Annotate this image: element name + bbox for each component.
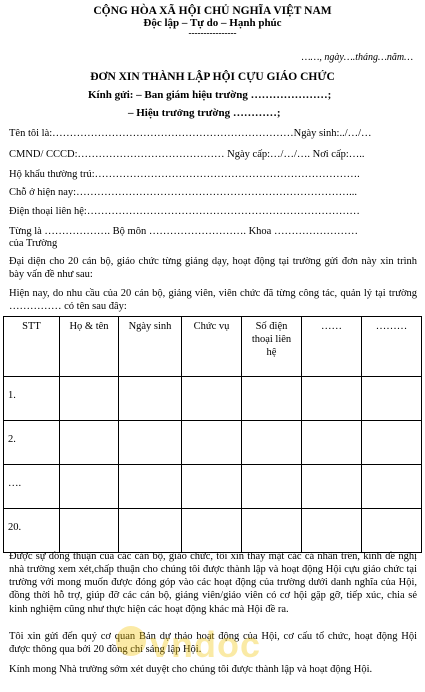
row-number: 1. bbox=[4, 377, 60, 421]
field-work-cont: của Trường bbox=[9, 238, 58, 249]
watermark: vndoc bbox=[150, 624, 262, 665]
table-row bbox=[4, 377, 422, 421]
row-number: …. bbox=[4, 465, 60, 509]
col-header-position: Chức vụ bbox=[182, 317, 242, 377]
nation-heading: CỘNG HÒA XÃ HỘI CHỦ NGHĨA VIỆT NAM bbox=[93, 5, 332, 17]
date-line: ……, ngày….tháng…năm… bbox=[301, 52, 413, 63]
table-row bbox=[4, 509, 422, 553]
col-header-phone: Số điện thoại liên hệ bbox=[242, 317, 302, 377]
col-header-name: Họ & tên bbox=[60, 317, 119, 377]
col-header-stt: STT bbox=[4, 317, 60, 377]
table-row bbox=[4, 465, 422, 509]
row-number: 20. bbox=[4, 509, 60, 553]
field-household: Hộ khẩu thường trú:…………………………………………………………………. bbox=[9, 169, 360, 180]
table-row bbox=[4, 421, 422, 465]
recipient-line-1: Kính gửi: – Ban giám hiệu trường …………………; bbox=[88, 89, 332, 101]
paragraph-intro: Đại diện cho 20 cán bộ, giáo chức từng giảng dạy, hoạt động tại trường gửi đơn này xin trình bày vấn đề như sau: bbox=[9, 256, 417, 281]
watermark-logo-icon bbox=[116, 626, 146, 656]
field-phone: Điện thoại liên hệ:…………………………………………………………………… bbox=[9, 206, 360, 217]
member-table bbox=[3, 316, 422, 553]
document-title: ĐƠN XIN THÀNH LẬP HỘI CỰU GIÁO CHỨC bbox=[90, 71, 335, 83]
paragraph-request: Được sự đồng thuận của các cán bộ, giáo chức, tôi xin thay mặt các cá nhân trên, kính đề nghị nhà trường xem xét,chấp thuận cho chúng tôi được thành lập và hoạt động Hội cựu giáo chức tại trường với mong muốn được đóng góp vào các hoạt động của trường dưới danh nghĩa của Hội, đồng thời hỗ trợ, giúp đỡ các cán bộ, giảng viên/giáo viên có cơ hội gặp gỡ, tiếp xúc, chia sẻ kinh nghiệm cũng như thực hiện các hoạt động khác mà Hội đề ra. bbox=[9, 551, 417, 615]
row-number: 2. bbox=[4, 421, 60, 465]
paragraph-closing: Kính mong Nhà trường sớm xét duyệt cho chúng tôi được thành lập và hoạt động Hội. bbox=[9, 664, 373, 675]
paragraph-need: Hiện nay, do nhu cầu của 20 cán bộ, giảng viên, viên chức đã từng công tác, quản lý tại trường …………… có tên sau đây: bbox=[9, 288, 417, 313]
motto-divider: ---------------- bbox=[188, 28, 237, 38]
col-header-extra-2: ……… bbox=[362, 317, 422, 377]
field-work: Từng là ………………. Bộ môn ………………………. Khoa …………………… bbox=[9, 226, 358, 237]
table-header-row bbox=[4, 317, 422, 377]
col-header-birthdate: Ngày sinh bbox=[119, 317, 182, 377]
field-id: CMND/ CCCD:…………………………………… Ngày cấp:…/…/…. Nơi cấp:….. bbox=[9, 149, 365, 160]
recipient-line-2: – Hiệu trưởng trường …………; bbox=[128, 107, 281, 119]
field-residence: Chỗ ở hiện nay:……………………………………………………………………... bbox=[9, 187, 357, 198]
col-header-extra-1: …… bbox=[302, 317, 362, 377]
field-name: Tên tôi là:……………………………………………………………Ngày sinh:../…/… bbox=[9, 128, 372, 139]
motto: Độc lập – Tự do – Hạnh phúc bbox=[143, 17, 282, 29]
paragraph-draft: Tôi xin gửi đến quý cơ quan Bản dự thảo hoạt động của Hội, cơ cấu tổ chức, hoạt động Hội được thông qua bởi 20 đồng chí sáng lập Hội. bbox=[9, 631, 417, 656]
